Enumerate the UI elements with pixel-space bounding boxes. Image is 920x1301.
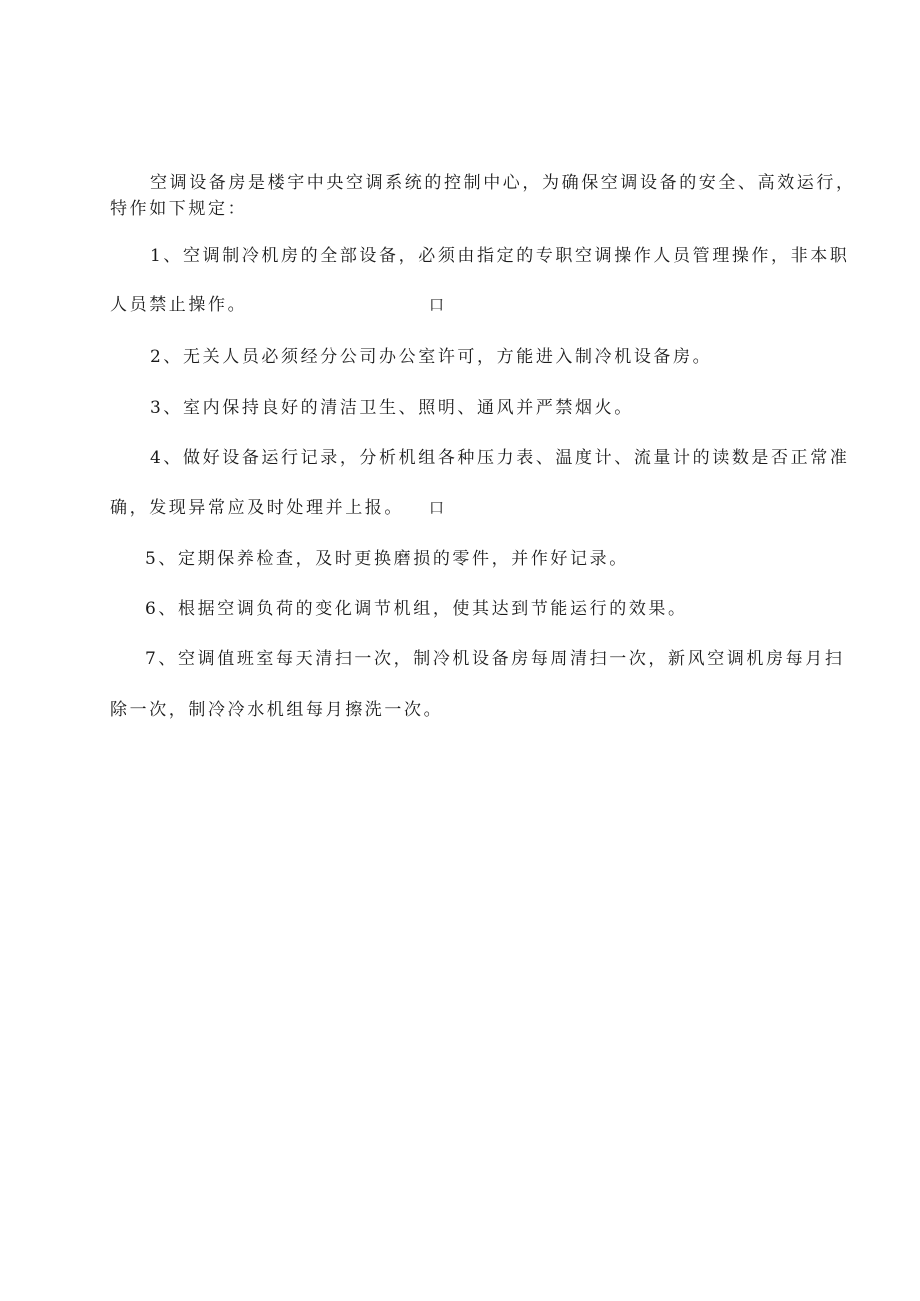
intro-line-2: 特作如下规定： [110, 199, 248, 219]
rule-4-line-1: 4、做好设备运行记录，分析机组各种压力表、温度计、流量计的读数是否正常准 [150, 448, 850, 468]
rule-1-line-2: 人员禁止操作。 [110, 295, 248, 315]
rule-4-line-2: 确，发现异常应及时处理并上报。 [110, 498, 404, 518]
rule-3: 3、室内保持良好的清洁卫生、照明、通风并严禁烟火。 [150, 398, 634, 418]
intro-line-1: 空调设备房是楼宇中央空调系统的控制中心，为确保空调设备的安全、高效运行， [150, 173, 856, 193]
rule-6: 6、根据空调负荷的变化调节机组，使其达到节能运行的效果。 [145, 599, 688, 619]
box-mark: 口 [429, 499, 445, 517]
rule-5: 5、定期保养检查，及时更换磨损的零件，并作好记录。 [145, 549, 629, 569]
rule-2: 2、无关人员必须经分公司办公室许可，方能进入制冷机设备房。 [150, 347, 713, 367]
box-mark: 口 [429, 296, 445, 314]
rule-7-line-1: 7、空调值班室每天清扫一次，制冷机设备房每周清扫一次，新风空调机房每月扫 [145, 649, 845, 669]
rule-7-line-2: 除一次，制冷冷水机组每月擦洗一次。 [110, 700, 444, 720]
rule-1-line-1: 1、空调制冷机房的全部设备，必须由指定的专职空调操作人员管理操作，非本职 [150, 246, 850, 266]
